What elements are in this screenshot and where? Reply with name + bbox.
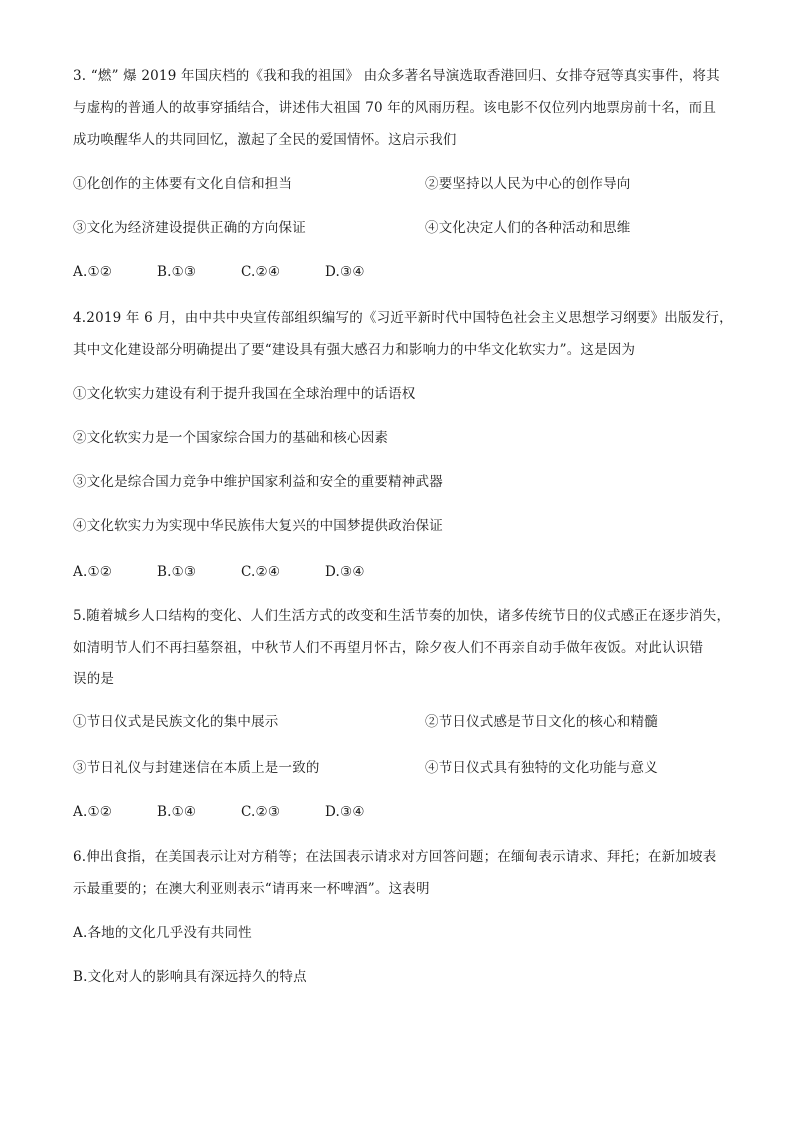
q3-stem-line-1: 3. “燃” 爆 2019 年国庆档的《我和我的祖国》 由众多著名导演选取香港回归、女排夺冠等真实事件，将其 — [73, 68, 720, 84]
q3-stem-line-2: 与虚构的普通人的故事穿插结合，讲述伟大祖国 70 年的风雨历程。该电影不仅位列内地票房前十名，而且 — [73, 100, 717, 116]
q5-stem-line-2: 如清明节人们不再扫墓祭祖，中秋节人们不再望月怀古，除夕夜人们不再亲自动手做年夜饭。对此认识错 — [73, 640, 704, 656]
q3-choice-d: D.③④ — [325, 264, 365, 280]
q4-choice-a: A.①② — [73, 564, 113, 580]
q4-answer-choices — [73, 563, 409, 581]
q6-option-b: B.文化对人的影响具有深远持久的特点 — [73, 969, 307, 985]
q4-option-2: ②文化软实力是一个国家综合国力的基础和核心因素 — [73, 430, 389, 446]
q6-stem-line-1: 6.伸出食指，在美国表示让对方稍等；在法国表示请求对方回答问题；在缅甸表示请求、拜托；在新加坡表 — [73, 849, 717, 865]
q5-option-2: ②节日仪式感是节日文化的核心和精髓 — [425, 714, 658, 730]
q3-option-1: ①化创作的主体要有文化自信和担当 — [73, 176, 293, 192]
q4-option-4: ④文化软实力为实现中华民族伟大复兴的中国梦提供政治保证 — [73, 518, 443, 534]
q5-option-4: ④节日仪式具有独特的文化功能与意义 — [425, 760, 658, 776]
q5-option-3: ③节日礼仪与封建迷信在本质上是一致的 — [73, 760, 320, 776]
q4-choice-d: D.③④ — [325, 564, 365, 580]
q3-choice-a: A.①② — [73, 264, 113, 280]
q5-choice-a: A.①② — [73, 804, 113, 820]
q6-stem-line-2: 示最重要的；在澳大利亚则表示“请再来一杯啤酒”。这表明 — [73, 881, 430, 897]
q5-choice-d: D.③④ — [325, 804, 365, 820]
q3-option-4: ④文化决定人们的各种活动和思维 — [425, 220, 631, 236]
q5-options-row-2 — [73, 759, 658, 777]
q5-choice-b: B.①④ — [157, 804, 197, 820]
q5-option-1: ①节日仪式是民族文化的集中展示 — [73, 714, 279, 730]
q5-choice-c: C.②③ — [241, 804, 281, 820]
q5-stem-line-1: 5.随着城乡人口结构的变化、人们生活方式的改变和生活节奏的加快，诸多传统节日的仪式感正在逐步消失， — [73, 608, 731, 624]
q3-option-2: ②要坚持以人民为中心的创作导向 — [425, 176, 631, 192]
q3-options-row-1 — [73, 175, 631, 193]
q5-answer-choices — [73, 803, 409, 821]
q4-option-3: ③文化是综合国力竞争中维护国家利益和安全的重要精神武器 — [73, 474, 443, 490]
q4-option-1: ①文化软实力建设有利于提升我国在全球治理中的话语权 — [73, 386, 416, 402]
q3-choice-b: B.①③ — [157, 264, 197, 280]
q3-choice-c: C.②④ — [241, 264, 281, 280]
q3-answer-choices — [73, 263, 409, 281]
q4-choice-c: C.②④ — [241, 564, 281, 580]
q6-option-a: A.各地的文化几乎没有共同性 — [73, 925, 252, 941]
q5-stem-line-3: 误的是 — [73, 671, 115, 687]
q3-option-3: ③文化为经济建设提供正确的方向保证 — [73, 220, 306, 236]
q3-stem-line-3: 成功唤醒华人的共同回忆，激起了全民的爱国情怀。这启示我们 — [73, 132, 457, 148]
q4-stem-line-2: 其中文化建设部分明确提出了要“建设具有强大感召力和影响力的中华文化软实力”。这是因为 — [73, 342, 636, 358]
q5-options-row-1 — [73, 713, 658, 731]
q4-choice-b: B.①③ — [157, 564, 197, 580]
q3-options-row-2 — [73, 219, 631, 237]
q4-stem-line-1: 4.2019 年 6 月，由中共中央宣传部组织编写的《习近平新时代中国特色社会主义思想学习纲要》出版发行， — [73, 310, 733, 326]
